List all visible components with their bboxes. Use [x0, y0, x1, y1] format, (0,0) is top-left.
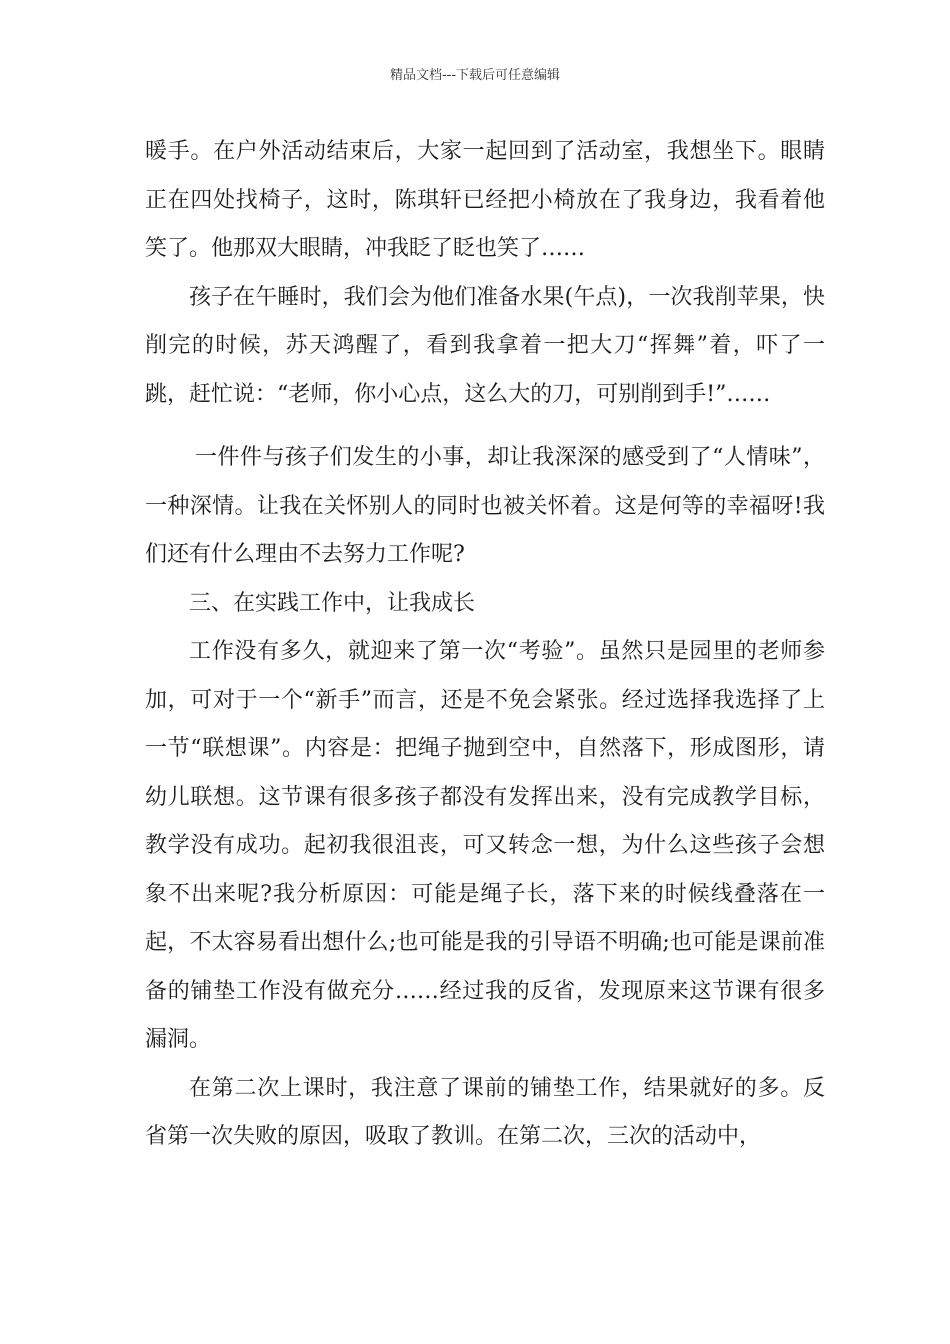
paragraph-nap-fruit: 孩子在午睡时，我们会为他们准备水果(午点)，一次我削苹果，快削完的时候，苏天鸿醒了，看到我拿着一把大刀“挥舞”着，吓了一跳，赶忙说：“老师，你小心点，这么大的刀，可别削到手!”…… [145, 284, 825, 407]
document-body [145, 128, 825, 1162]
paragraph-first-test: 工作没有多久，就迎来了第一次“考验”。虽然只是园里的老师参加，可对于一个“新手”而言，还是不免会紧张。经过选择我选择了上一节“联想课”。内容是：把绳子抛到空中，自然落下，形成图形，请幼儿联想。这节课有很多孩子都没有发挥出来，没有完成教学目标，教学没有成功。起初我很沮丧，可又转念一想，为什么这些孩子会想象不出来呢?我分析原因：可能是绳子长，落下来的时候线叠落在一起，不太容易看出想什么;也可能是我的引导语不明确;也可能是课前准备的铺垫工作没有做充分……经过我的反省，发现原来这节课有很多漏洞。 [145, 639, 825, 1052]
paragraph-continuation: 暖手。在户外活动结束后，大家一起回到了活动室，我想坐下。眼睛正在四处找椅子，这时，陈琪轩已经把小椅放在了我身边，我看着他笑了。他那双大眼睛，冲我眨了眨也笑了…… [145, 139, 825, 261]
paragraph-second-lesson: 在第二次上课时，我注意了课前的铺垫工作，结果就好的多。反省第一次失败的原因，吸取了教训。在第二次，三次的活动中， [145, 1075, 825, 1149]
page-header: 精品文档---下载后可任意编辑 [389, 68, 561, 83]
section-heading: 三、在实践工作中，让我成长 [189, 590, 476, 616]
paragraph-human-warmth: 一件件与孩子们发生的小事，却让我深深的感受到了“人情味”，一种深情。让我在关怀别人的同时也被关怀着。这是何等的幸福呀!我们还有什么理由不去努力工作呢? [145, 445, 825, 567]
